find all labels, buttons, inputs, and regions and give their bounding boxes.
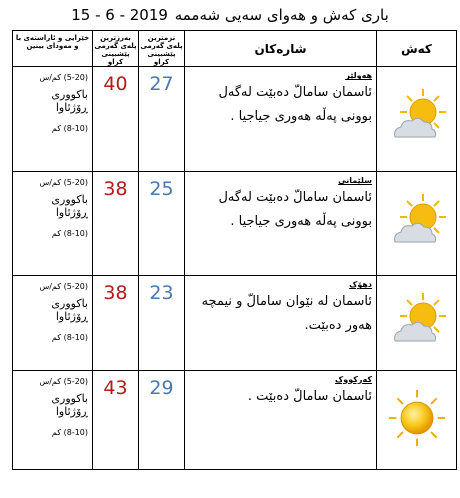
max-temp: 38 bbox=[93, 171, 139, 275]
weather-icon-cell bbox=[377, 67, 457, 171]
weather-icon-cell bbox=[377, 171, 457, 275]
wind-cell bbox=[13, 171, 93, 275]
min-temp: 29 bbox=[139, 370, 185, 469]
visibility: (8-10) کم bbox=[51, 333, 88, 343]
header-cities: شارەکان bbox=[185, 31, 377, 67]
table-row bbox=[13, 67, 457, 171]
forecast-line-2: بوونی پەڵە هەوری جیاجیا . bbox=[230, 109, 372, 125]
wind-speed: (5-20) کم/س bbox=[39, 73, 88, 83]
wind-direction: باکووری ڕۆژئاوا bbox=[51, 391, 88, 418]
header-row bbox=[13, 31, 457, 67]
visibility: (8-10) کم bbox=[51, 427, 88, 437]
forecast-line-1: ئاسمان لە نێوان سامالّ و نیمچە bbox=[201, 294, 372, 310]
forecast-line-2: بوونی پەڵە هەوری جیاجیا . bbox=[230, 213, 372, 229]
wind-direction: باکووری ڕۆژئاوا bbox=[51, 297, 88, 324]
forecast-line-1: ئاسمان سامالّ دەبێت لەگەل bbox=[218, 189, 372, 205]
city-cell bbox=[185, 171, 377, 275]
forecast-table bbox=[12, 30, 457, 470]
max-temp: 38 bbox=[93, 276, 139, 370]
header-max-temp: بەرزترین پلەی گەرمی پێشبینی کراو bbox=[93, 31, 139, 67]
wind-direction: باکووری ڕۆژئاوا bbox=[51, 192, 88, 219]
max-temp: 43 bbox=[93, 370, 139, 469]
header-weather: کەش bbox=[377, 31, 457, 67]
title-text: باری کەش و هەوای سەیی شەممە bbox=[174, 6, 389, 24]
wind-speed: (5-20) کم/س bbox=[39, 177, 88, 187]
forecast-title bbox=[0, 6, 460, 24]
wind-cell bbox=[13, 67, 93, 171]
table-row bbox=[13, 171, 457, 275]
wind-cell bbox=[13, 370, 93, 469]
min-temp: 27 bbox=[139, 67, 185, 171]
visibility: (8-10) کم bbox=[51, 124, 88, 134]
city-name: سلێمانی bbox=[338, 175, 372, 185]
city-cell bbox=[185, 370, 377, 469]
forecast-line-1: ئاسمان سامالّ دەبێت لەگەل bbox=[218, 85, 372, 101]
forecast-line-2: هەور دەبێت. bbox=[304, 318, 372, 334]
wind-speed: (5-20) کم/س bbox=[39, 282, 88, 292]
wind-speed: (5-20) کم/س bbox=[39, 376, 88, 386]
weather-icon-cell bbox=[377, 370, 457, 469]
partly-cloudy-icon bbox=[385, 289, 449, 353]
header-min-temp: نزمترین پلەی گەرمی پێشبینی کراو bbox=[139, 31, 185, 67]
partly-cloudy-icon bbox=[385, 190, 449, 254]
min-temp: 23 bbox=[139, 276, 185, 370]
forecast-line-1: ئاسمان سامالّ دەبێت . bbox=[247, 388, 372, 404]
sun-icon bbox=[387, 388, 447, 448]
max-temp: 40 bbox=[93, 67, 139, 171]
city-name: دهۆک bbox=[349, 280, 372, 290]
min-temp: 25 bbox=[139, 171, 185, 275]
forecast-date: 15 - 6 - 2019 bbox=[71, 6, 168, 24]
city-cell bbox=[185, 276, 377, 370]
table-row bbox=[13, 370, 457, 469]
wind-direction: باکووری ڕۆژئاوا bbox=[51, 88, 88, 115]
partly-cloudy-icon bbox=[385, 85, 449, 149]
weather-icon-cell bbox=[377, 276, 457, 370]
city-name: کەرکووک bbox=[335, 374, 372, 384]
city-name: هەولێر bbox=[345, 71, 372, 81]
header-wind: خێرایی و ئاراستەی با و مەودای بینین bbox=[13, 31, 93, 67]
city-cell bbox=[185, 67, 377, 171]
table-row bbox=[13, 276, 457, 370]
visibility: (8-10) کم bbox=[51, 228, 88, 238]
wind-cell bbox=[13, 276, 93, 370]
